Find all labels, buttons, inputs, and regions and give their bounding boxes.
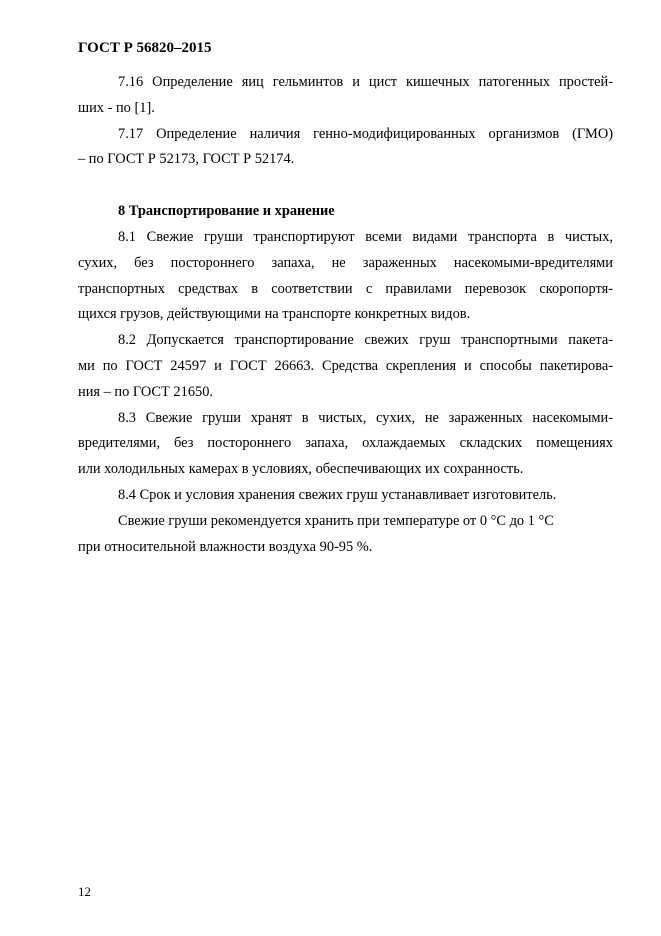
document-code-header: ГОСТ Р 56820–2015 [78, 40, 212, 56]
text-line: ния – по ГОСТ 21650. [78, 383, 213, 400]
page-number: 12 [78, 884, 91, 899]
section-title: 8 Транспортирование и хранение [118, 203, 335, 220]
text-line: вредителями, без постороннего запаха, охлаждаемых складских помещениях [78, 435, 613, 452]
text-line: ми по ГОСТ 24597 и ГОСТ 26663. Средства скрепления и способы пакетирова- [78, 357, 613, 374]
text-line: ших - по [1]. [78, 99, 155, 116]
text-line: 8.2 Допускается транспортирование свежих груш транспортными пакета- [118, 332, 613, 349]
text-line: сухих, без постороннего запаха, не зараженных насекомыми-вредителями [78, 254, 613, 271]
text-line: Свежие груши рекомендуется хранить при температуре от 0 °С до 1 °С [118, 512, 554, 529]
paragraph-storage-conditions [78, 509, 613, 561]
text-line: 8.1 Свежие груши транспортируют всеми видами транспорта в чистых, [118, 228, 613, 245]
text-line: или холодильных камерах в условиях, обеспечивающих их сохранность. [78, 461, 524, 478]
document-body [78, 70, 613, 560]
paragraph-7-17 [78, 122, 613, 174]
text-line: 8.4 Срок и условия хранения свежих груш устанавливает изготовитель. [118, 486, 557, 503]
text-line: транспортных средствах в соответствии с правилами перевозок скоропортя- [78, 280, 613, 297]
paragraph-8-3 [78, 406, 613, 483]
text-line: 7.17 Определение наличия генно-модифицированных организмов (ГМО) [118, 125, 613, 142]
text-line: 8.3 Свежие груши хранят в чистых, сухих, не зараженных насекомыми- [118, 409, 613, 426]
text-line: – по ГОСТ Р 52173, ГОСТ Р 52174. [78, 151, 295, 168]
text-line: при относительной влажности воздуха 90-95 %. [78, 538, 373, 555]
text-line: щихся грузов, действующими на транспорте конкретных видов. [78, 306, 471, 323]
paragraph-8-2 [78, 328, 613, 405]
paragraph-7-16 [78, 70, 613, 122]
paragraph-8-1 [78, 225, 613, 328]
text-line: 7.16 Определение яиц гельминтов и цист кишечных патогенных простей- [118, 74, 613, 90]
paragraph-8-4 [78, 483, 613, 509]
